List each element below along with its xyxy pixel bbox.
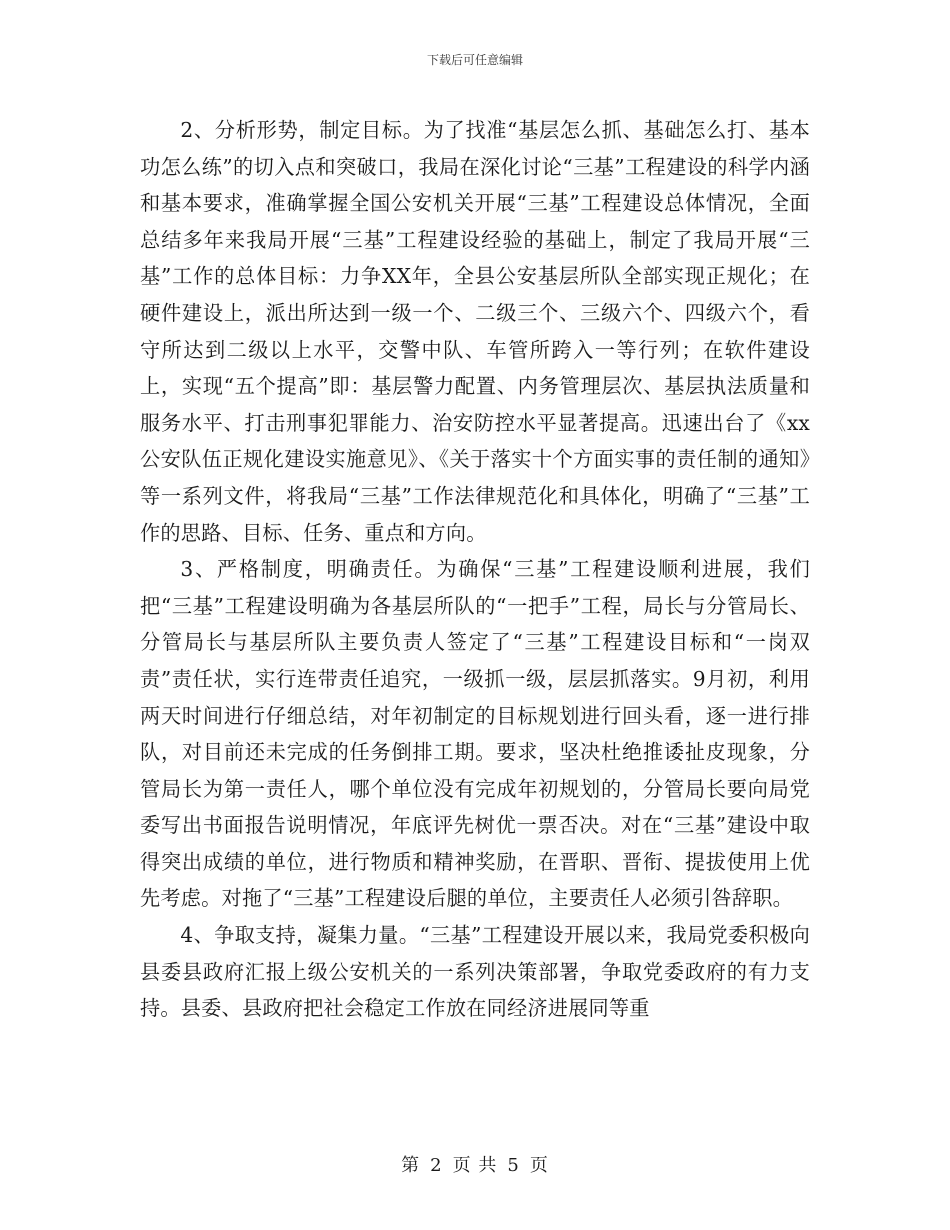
footer-total-pages: 5: [507, 1155, 520, 1176]
document-body: [140, 112, 810, 1027]
page-number-footer: [0, 1154, 950, 1178]
paragraph-3-responsibility: 3、严格制度，明确责任。为确保“三基”工程建设顺利进展，我们把“三基”工程建设明确为各基层所队的“一把手”工程，局长与分管局长、分管局长与基层所队主要负责人签定了“三基”工程建设目标和“一岗双责”责任状，实行连带责任追究，一级抓一级，层层抓落实。9月初，利用两天时间进行仔细总结，对年初制定的目标规划进行回头看，逐一进行排队，对目前还未完成的任务倒排工期。要求，坚决杜绝推诿扯皮现象，分管局长为第一责任人，哪个单位没有完成年初规划的，分管局长要向局党委写出书面报告说明情况，年底评先树优一票否决。对在“三基”建设中取得突出成绩的单位，进行物质和精神奖励，在晋职、晋衔、提拔使用上优先考虑。对拖了“三基”工程建设后腿的单位，主要责任人必须引咎辞职。: [140, 557, 810, 911]
page-header-note: 下载后可任意编辑: [426, 53, 523, 67]
footer-current-page: 2: [430, 1155, 443, 1176]
footer-prefix: 第: [401, 1155, 421, 1176]
paragraph-2-analysis: 2、分析形势，制定目标。为了找准“基层怎么抓、基础怎么打、基本功怎么练”的切入点和突破口，我局在深化讨论“三基”工程建设的科学内涵和基本要求，准确掌握全国公安机关开展“三基”工程建设总体情况，全面总结多年来我局开展“三基”工程建设经验的基础上，制定了我局开展“三基”工作的总体目标：力争XX年，全县公安基层所队全部实现正规化；在硬件建设上，派出所达到一级一个、二级三个、三级六个、四级六个，看守所达到二级以上水平，交警中队、车管所跨入一等行列；在软件建设上，实现“五个提高”即：基层警力配置、内务管理层次、基层执法质量和服务水平、打击刑事犯罪能力、治安防控水平显著提高。迅速出台了《xx公安队伍正规化建设实施意见》、《关于落实十个方面实事的责任制的通知》等一系列文件，将我局“三基”工作法律规范化和具体化，明确了“三基”工作的思路、目标、任务、重点和方向。: [140, 118, 810, 545]
footer-suffix: 页: [529, 1155, 549, 1176]
footer-middle: 页 共: [452, 1155, 498, 1176]
paragraph-4-support: 4、争取支持，凝集力量。“三基”工程建设开展以来，我局党委积极向县委县政府汇报上级公安机关的一系列决策部署，争取党委政府的有力支持。县委、县政府把社会稳定工作放在同经济进展同等重: [140, 923, 810, 1021]
